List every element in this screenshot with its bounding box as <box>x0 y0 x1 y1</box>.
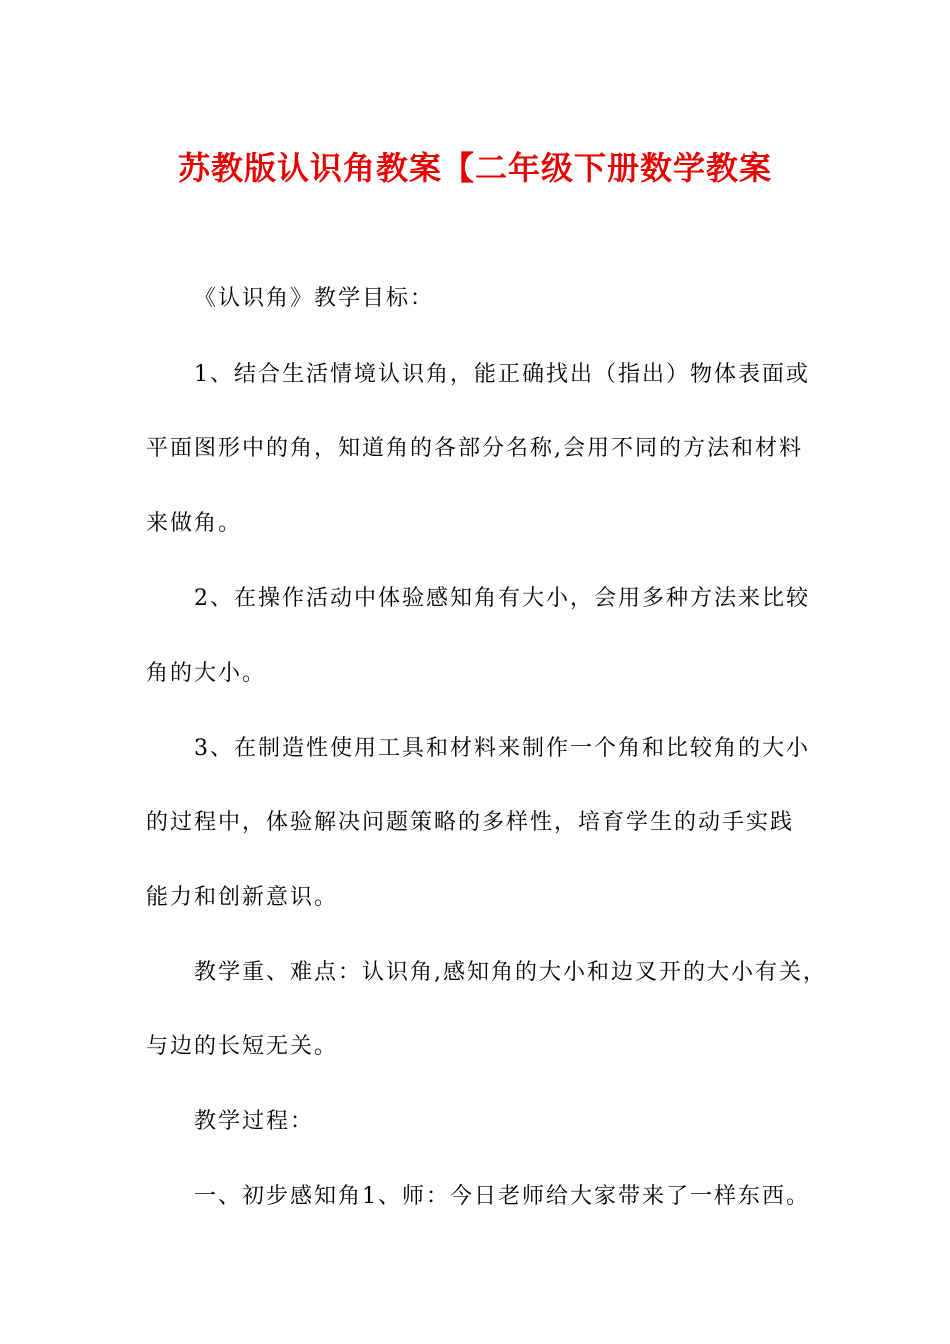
objective-1-line-3: 来做角。 <box>146 511 243 536</box>
objectives-heading: 《认识角》教学目标： <box>194 286 435 311</box>
objective-1-line-1: 1、结合生活情境认识角，能正确找出（指出）物体表面或 <box>194 362 810 387</box>
objective-2-line-2: 角的大小。 <box>146 661 267 686</box>
key-points-line-2: 与边的长短无关。 <box>146 1034 339 1059</box>
process-heading: 教学过程： <box>194 1109 315 1134</box>
objective-1-line-2: 平面图形中的角，知道角的各部分名称,会用不同的方法和材料 <box>146 436 803 461</box>
objective-3-line-2: 的过程中，体验解决问题策略的多样性，培育学生的动手实践 <box>146 810 795 835</box>
document-title: 苏教版认识角教案【二年级下册数学教案 <box>177 149 772 187</box>
objective-3-line-3: 能力和创新意识。 <box>146 885 339 910</box>
key-points-line-1: 教学重、难点：认识角,感知角的大小和边叉开的大小有关， <box>194 960 827 985</box>
objective-3-line-1: 3、在制造性使用工具和材料来制作一个角和比较角的大小 <box>194 736 810 761</box>
objective-2-line-1: 2、在操作活动中体验感知角有大小，会用多种方法来比较 <box>194 586 810 611</box>
process-step-1: 一、初步感知角1、师：今日老师给大家带来了一样东西。 <box>194 1184 810 1209</box>
